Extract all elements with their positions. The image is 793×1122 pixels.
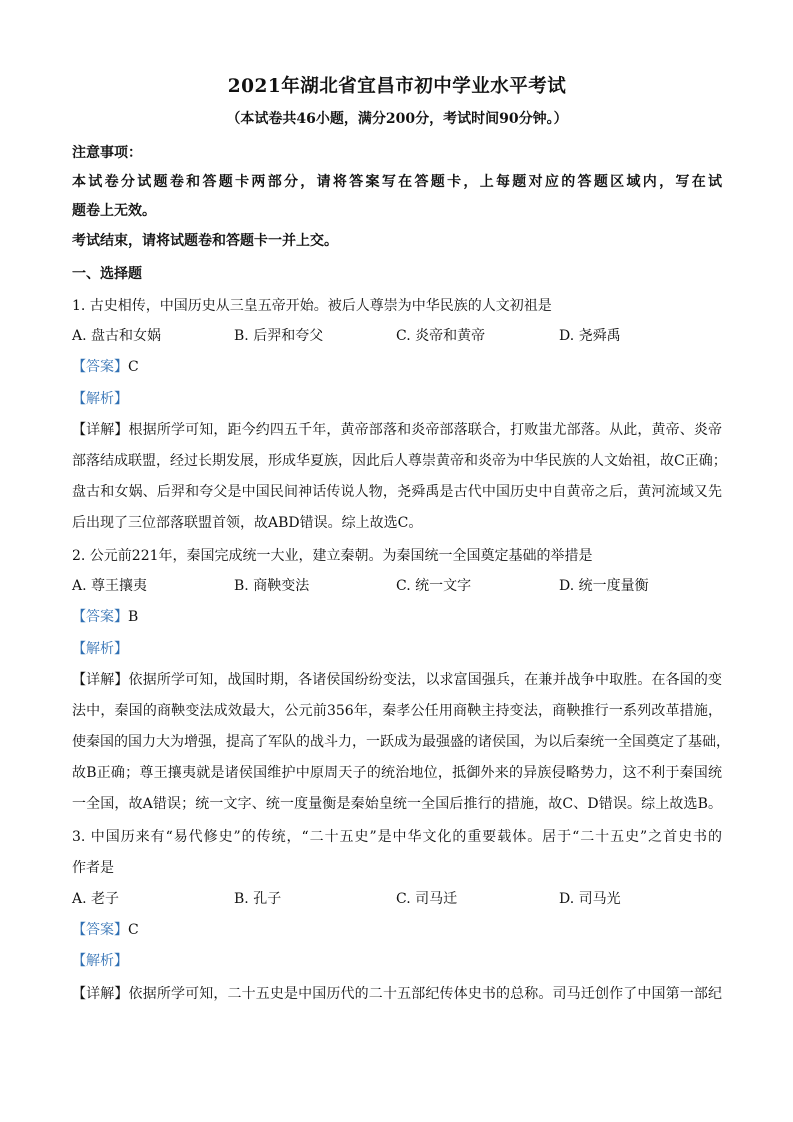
analysis-tag: 【解析】 — [72, 953, 128, 969]
analysis-tag: 【解析】 — [72, 641, 128, 657]
option-a: A. 盘古和女娲 — [72, 328, 162, 344]
question-stem: 3. 中国历来有“易代修史”的传统，“二十五史”是中华文化的重要载体。居于“二十五史”之首史书的 — [72, 829, 722, 845]
answer-value: C — [128, 922, 139, 938]
analysis-line — [72, 639, 722, 659]
page-subtitle: （本试卷共46小题，满分200分，考试时间90分钟。） — [226, 111, 568, 127]
answer-line — [72, 607, 722, 627]
detail-tag: 【详解】 — [72, 422, 129, 438]
notice-line: 考试结束，请将试题卷和答题卡一并上交。 — [72, 233, 338, 249]
answer-line — [72, 357, 722, 377]
analysis-line — [72, 951, 722, 971]
answer-tag: 【答案】 — [72, 922, 128, 938]
option-d: D. 统一度量衡 — [559, 578, 649, 594]
detail-line: 故B正确；尊王攘夷就是诸侯国维护中原周天子的统治地位，抵御外来的异族侵略势力，这不利于秦国统 — [72, 765, 722, 781]
answer-tag: 【答案】 — [72, 609, 128, 625]
option-b: B. 后羿和夸父 — [234, 328, 324, 344]
detail-line: 后出现了三位部落联盟首领，故ABD错误。综上故选C。 — [72, 515, 423, 531]
detail-tag: 【详解】 — [72, 986, 129, 1002]
option-c: C. 炎帝和黄帝 — [396, 328, 486, 344]
notice-heading: 注意事项： — [72, 145, 142, 161]
notice-line: 题卷上无效。 — [72, 203, 156, 219]
option-b: B. 孔子 — [234, 891, 282, 907]
option-a: A. 尊王攘夷 — [72, 578, 148, 594]
option-c: C. 司马迁 — [396, 891, 458, 907]
question-stem: 作者是 — [72, 860, 114, 876]
question-stem: 1. 古史相传，中国历史从三皇五帝开始。被后人尊崇为中华民族的人文初祖是 — [72, 298, 552, 314]
page-title: 2021年湖北省宜昌市初中学业水平考试 — [227, 76, 567, 97]
notice-line: 本试卷分试题卷和答题卡两部分，请将答案写在答题卡，上每题对应的答题区域内，写在试 — [72, 174, 722, 190]
analysis-line — [72, 389, 722, 409]
option-c: C. 统一文字 — [396, 578, 472, 594]
detail-text: 依据所学可知，二十五史是中国历代的二十五部纪传体史书的总称。司马迁创作了中国第一部纪 — [128, 986, 723, 1002]
answer-value: B — [128, 609, 139, 625]
detail-tag: 【详解】 — [72, 672, 129, 688]
detail-line: 一全国，故A错误；统一文字、统一度量衡是秦始皇统一全国后推行的措施，故C、D错误。综上故选B。 — [72, 796, 722, 812]
detail-line: 盘古和女娲、后羿和夸父是中国民间神话传说人物，尧舜禹是古代中国历史中自黄帝之后，黄河流域又先 — [72, 484, 722, 500]
detail-text: 根据所学可知，距今约四五千年，黄帝部落和炎帝部落联合，打败蚩尤部落。从此，黄帝、炎帝 — [128, 422, 723, 438]
detail-line — [72, 984, 722, 1004]
detail-line — [72, 420, 722, 440]
option-b: B. 商鞅变法 — [234, 578, 310, 594]
answer-tag: 【答案】 — [72, 359, 128, 375]
answer-value: C — [128, 359, 139, 375]
answer-line — [72, 920, 722, 940]
analysis-tag: 【解析】 — [72, 391, 128, 407]
detail-line: 法中，秦国的商鞅变法成效最大，公元前356年，秦孝公任用商鞅主持变法，商鞅推行一系列改革措施， — [72, 703, 722, 719]
detail-line: 使秦国的国力大为增强，提高了军队的战斗力，一跃成为最强盛的诸侯国，为以后秦统一全国奠定了基础， — [72, 734, 730, 750]
option-d: D. 司马光 — [559, 891, 621, 907]
option-d: D. 尧舜禹 — [559, 328, 621, 344]
option-a: A. 老子 — [72, 891, 120, 907]
question-stem: 2. 公元前221年，秦国完成统一大业，建立秦朝。为秦国统一全国奠定基础的举措是 — [72, 548, 593, 564]
detail-text: 依据所学可知，战国时期，各诸侯国纷纷变法，以求富国强兵，在兼并战争中取胜。在各国的变 — [128, 672, 723, 688]
detail-line — [72, 670, 722, 690]
detail-line: 部落结成联盟，经过长期发展，形成华夏族，因此后人尊崇黄帝和炎帝为中华民族的人文始祖，故C正确； — [72, 453, 727, 469]
section-heading: 一、选择题 — [72, 266, 142, 282]
